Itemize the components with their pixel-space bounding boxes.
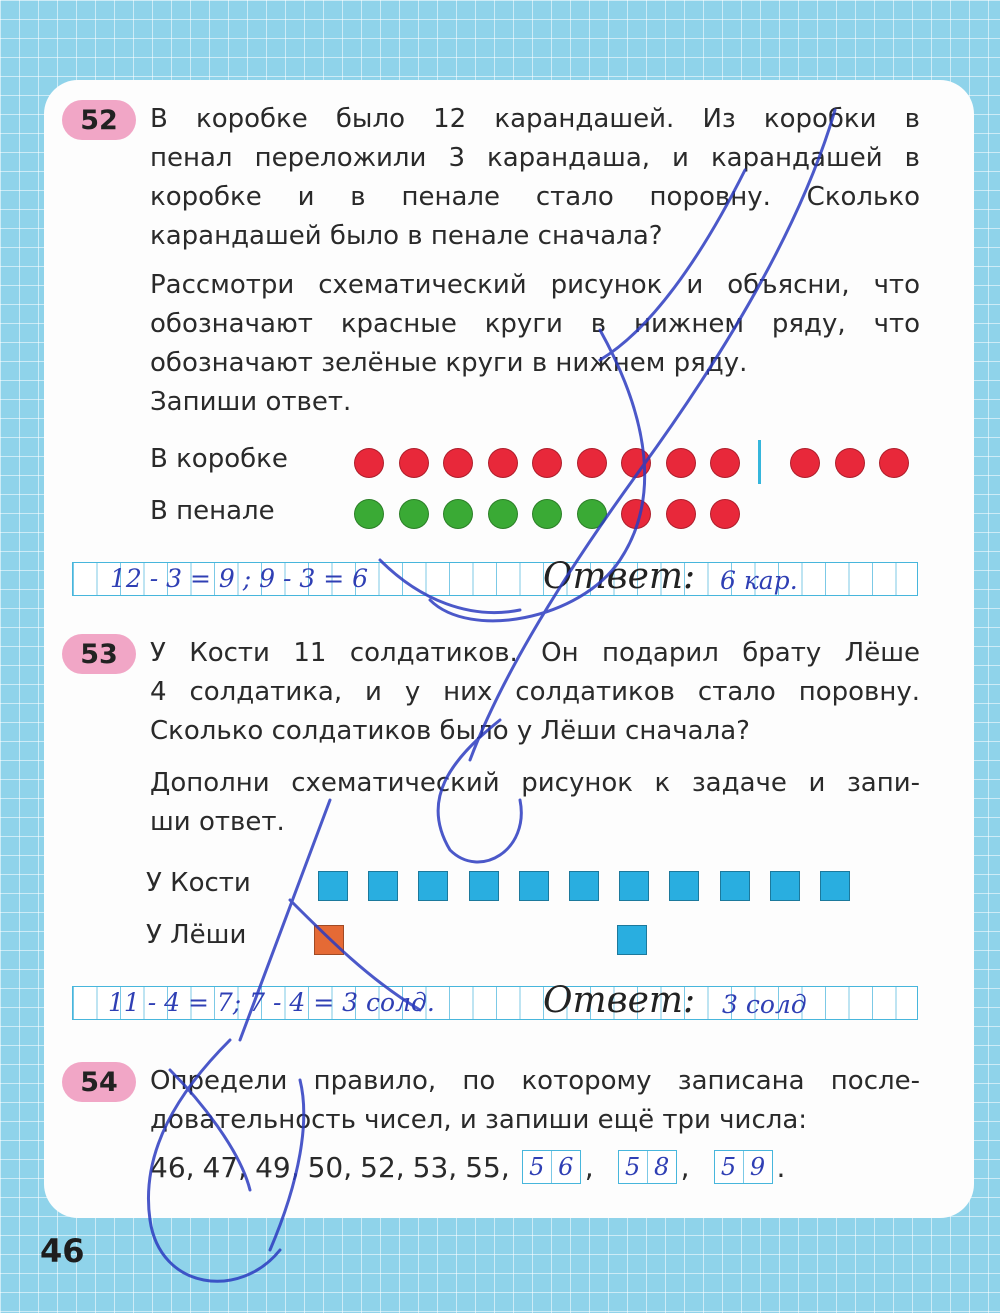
seq-number: 53,	[412, 1150, 458, 1184]
kostya-soldier-square	[519, 871, 549, 901]
box-pencil-circle	[790, 448, 820, 478]
seq-number: 50,	[307, 1150, 353, 1184]
box-pencil-circle	[443, 448, 473, 478]
task-54-number: 54	[62, 1062, 136, 1102]
kostya-soldier-square	[669, 871, 699, 901]
seq-number: 47,	[202, 1150, 248, 1184]
task-53-number: 53	[62, 634, 136, 674]
task-52-line-3: коробке и в пенале стало поровну. Сколько	[150, 182, 920, 212]
moved-pencil-circle	[710, 499, 740, 529]
task-52-line-2: пенал переложили 3 карандаша, и карандашей в	[150, 143, 920, 173]
row-label-box: В коробке	[150, 444, 288, 474]
task-52-instr-4: Запиши ответ.	[150, 387, 352, 417]
task-53-instr-1: Дополни схематический рисунок к задаче и запи-	[150, 768, 920, 798]
kostya-soldier-square	[820, 871, 850, 901]
moved-pencil-circle	[621, 499, 651, 529]
moved-pencil-circle	[666, 499, 696, 529]
box-pencil-circle	[354, 448, 384, 478]
kostya-soldier-square	[720, 871, 750, 901]
task-53-line-1: У Кости 11 солдатиков. Он подарил брату Лёше	[150, 638, 920, 668]
answer-digit: 5	[715, 1151, 744, 1183]
answer-box-1[interactable]	[522, 1150, 581, 1184]
lyosha-soldier-square	[617, 925, 647, 955]
box-pencil-circle	[488, 448, 518, 478]
case-pencil-circle	[399, 499, 429, 529]
kostya-soldier-square	[469, 871, 499, 901]
answer-box-3[interactable]	[714, 1150, 773, 1184]
kostya-soldier-square	[418, 871, 448, 901]
answer-digit: 5	[619, 1151, 648, 1183]
box-pencil-circle	[577, 448, 607, 478]
task-53-answer-label: Ответ:	[543, 980, 696, 1021]
row-label-lyosha: У Лёши	[146, 920, 247, 950]
answer-digit: 8	[653, 1153, 670, 1181]
seq-number: 55,	[465, 1150, 510, 1184]
task-53-answer-value: 3 солд	[722, 990, 807, 1019]
case-pencil-circle	[577, 499, 607, 529]
task-52-answer-value: 6 кар.	[720, 566, 798, 595]
task-52-number: 52	[62, 100, 136, 140]
box-pencil-circle	[879, 448, 909, 478]
task-53-line-2: 4 солдатика, и у них солдатиков стало поровну.	[150, 677, 920, 707]
seq-separator: ,	[584, 1150, 594, 1184]
seq-number: 49,	[255, 1150, 300, 1184]
task-52-line-4: карандашей было в пенале сначала?	[150, 221, 663, 251]
task-54-line-2: довательность чисел, и запиши ещё три числа:	[150, 1105, 808, 1135]
task-52-answer-label: Ответ:	[543, 556, 696, 597]
box-pencil-circle	[621, 448, 651, 478]
seq-number: 46,	[150, 1150, 195, 1184]
answer-digit: 6	[558, 1153, 574, 1181]
case-pencil-circle	[488, 499, 518, 529]
box-pencil-circle	[399, 448, 429, 478]
case-pencil-circle	[532, 499, 562, 529]
task-54-line-1: Определи правило, по которому записана после-	[150, 1066, 920, 1096]
answer-digit: 5	[523, 1151, 552, 1183]
box-pencil-circle	[835, 448, 865, 478]
box-pencil-circle	[666, 448, 696, 478]
task-52-written-work: 12 - 3 = 9 ; 9 - 3 = 6	[110, 564, 369, 593]
kostya-soldier-square	[770, 871, 800, 901]
task-53-line-3: Сколько солдатиков было у Лёши сначала?	[150, 716, 750, 746]
seq-number: 52,	[360, 1150, 405, 1184]
task-53-instr-2: ши ответ.	[150, 807, 285, 837]
task-52-line-1: В коробке было 12 карандашей. Из коробки в	[150, 104, 920, 134]
answer-box-2[interactable]	[618, 1150, 677, 1184]
task-53-written-work: 11 - 4 = 7; 7 - 4 = 3 солд.	[108, 988, 435, 1017]
page-number: 46	[40, 1232, 85, 1270]
kostya-soldier-square	[368, 871, 398, 901]
kostya-soldier-square	[619, 871, 649, 901]
box-pencil-circle	[710, 448, 740, 478]
task-52-instr-1: Рассмотри схематический рисунок и объясни, что	[150, 270, 920, 300]
seq-separator: ,	[680, 1150, 690, 1184]
lyosha-soldier-square	[314, 925, 344, 955]
task-52-instr-2: обозначают красные круги в нижнем ряду, что	[150, 309, 920, 339]
kostya-soldier-square	[569, 871, 599, 901]
case-pencil-circle	[354, 499, 384, 529]
seq-separator: .	[776, 1150, 786, 1184]
task-52-divider	[758, 440, 761, 484]
case-pencil-circle	[443, 499, 473, 529]
kostya-soldier-square	[318, 871, 348, 901]
number-sequence	[150, 1150, 785, 1184]
row-label-kostya: У Кости	[146, 868, 251, 898]
answer-digit: 9	[749, 1153, 766, 1181]
box-pencil-circle	[532, 448, 562, 478]
row-label-pencil-case: В пенале	[150, 496, 275, 526]
task-52-instr-3: обозначают зелёные круги в нижнем ряду.	[150, 348, 748, 378]
